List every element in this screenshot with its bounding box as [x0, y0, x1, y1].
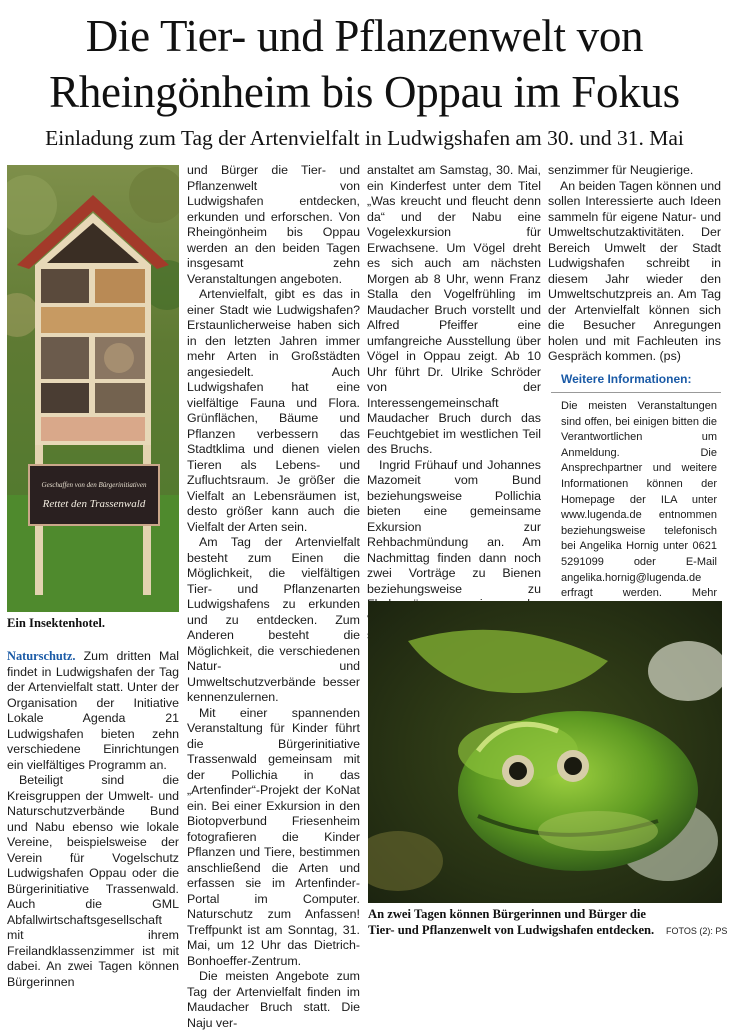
- col2-paragraph-5: Die meisten Angebote zum Tag der Artenvielfalt finden im Maudacher Bruch statt. Die Naju ver-: [187, 969, 360, 1030]
- col2-paragraph-1: und Bürger die Tier- und Pflanzenwelt von Ludwigshafen entdecken, erkunden und erforschen. Von Rheingönheim bis Oppau werden an den beiden Tagen insgesamt zehn Veranstaltungen angeboten.: [187, 163, 360, 286]
- column-4: [548, 163, 721, 365]
- frog-photo: [368, 601, 722, 903]
- photo2-caption: An zwei Tagen können Bürgerinnen und Bürger die Tier- und Pflanzenwelt von Ludwigshafen entdecken.: [368, 907, 655, 937]
- col1-paragraph-2: Beteiligt sind die Kreisgruppen der Umwelt- und Naturschutzverbände Bund und Nabu ebenso wie lokale Vereine, beispielsweise der Verein für Vogelschutz Ludwigshafen Oppau oder die Bürgerinitiative Trassenwald. Auch die GML Abfallwirtschaftsgesellschaft mit ihrem Freilandklassenzimmer ist mit dabei. An zwei Tagen können Bürgerinnen: [7, 773, 179, 989]
- photo-credit: FOTOS (2): PS: [666, 926, 728, 936]
- info-box-text: Die meisten Veranstaltungen sind offen, bei einigen bitten die Verantwortlichen um Anmeldung. Die Ansprechpartner und weitere Informationen können der Homepage der ILA unter www.lugenda.de entnommen beziehungsweise telefonisch bei Angelika Hornig unter 0621 5291099 oder E-Mail angelika.hornig@lugenda.de erfragt werden. Mehr: [561, 400, 717, 600]
- col4-paragraph-2: An beiden Tagen können und sollen Interessierte auch Ideen sammeln für eigene Natur- und Umweltschutzaktivitäten. Der Bereich Umwelt der Stadt Ludwigshafen schreibt in diesem Jahr wieder den Umweltschutzpreis an. Am Tag der Artenvielfalt können sich die Besucher Anregungen holen und mit Fachleuten ins Gespräch kommen. (ps): [548, 178, 721, 363]
- subheadline: Einladung zum Tag der Artenvielfalt in Ludwigshafen am 30. und 31. Mai: [45, 126, 684, 150]
- col2-paragraph-3: Am Tag der Artenvielfalt besteht zum Einen die Möglichkeit, die vielfältigen Tier- und Pflanzenarten Ludwigshafens zu erkunden und zu entdecken. Zum Anderen besteht die Möglichkeit, die verschiedenen Natur- und Umweltschutzverbände besser kennenzulernen.: [187, 535, 360, 704]
- col3-paragraph-2: Ingrid Frühauf und Johannes Mazomeit vom Bund beziehungsweise Pollichia bieten eine gemeinsame Exkursion zur Rehbachmündung an. Am Nachmittag finden dann noch zwei Vorträge zu Bienen beziehungsweise zu: [367, 457, 541, 596]
- headline-line1: Die Tier- und Pflanzenwelt von: [85, 11, 644, 61]
- col2-paragraph-2: Artenvielfalt, gibt es das in einer Stadt wie Ludwigshafen? Erstaunlicherweise haben sich in den letzten Jahren immer mehr Arten in Großstädten angesiedelt. Auch Ludwigshafen hat eine vielfältige Fauna und Flora. Grünflächen, Bäume und Pflanzen verbessern das Stadtklima und dienen vielen Tieren als Lebens- und Zufluchtsraum. Je größer die Vielfalt an Lebensräumen ist, desto größer kann auch die Vielfalt der Arten sein.: [187, 287, 360, 534]
- col1-paragraph-1: [7, 649, 179, 773]
- photo1-caption: Ein Insektenhotel.: [7, 616, 105, 630]
- kicker: Naturschutz.: [7, 649, 76, 663]
- column-1: [7, 649, 179, 990]
- column-2: [187, 163, 360, 1031]
- info-box: [551, 368, 721, 600]
- col3-paragraph-1: anstaltet am Samstag, 30. Mai, ein Kinderfest unter dem Titel „Was kreucht und fleucht denn da“ und der Nabu eine Vogelexkursion für Erwachsene. Um Vögel dreht es sich auch am nächsten Morgen ab 8 Uhr, wenn Franz Stalla den Vogelfrühling im Maudacher Bruch vorstellt und Alfred Pfeiffer eine umfangreiche Ausstellung über Vögel in Oppau zeigt. Ab 10 Uhr führt Dr. Ulrike Schröder von der Interessengemeinschaft Maudacher Bruch durch das Feuchtgebiet im westlichen Teil des Bruchs.: [367, 163, 541, 456]
- insect-hotel-photo: [7, 165, 179, 612]
- info-box-divider: [551, 392, 721, 393]
- sign-line2: Rettet den Trassenwald: [42, 498, 146, 510]
- column-3: [367, 163, 541, 659]
- col1-p1-text: Zum dritten Mal findet in Ludwigshafen der Tag der Artenvielfalt statt. Unter der Organisation der Initiative Lokale Agenda 21 Ludwigshafen bieten zehn verschiedene Einrichtungen ein vielfältiges Programm an.: [7, 649, 179, 772]
- col4-paragraph-1: senzimmer für Neugierige.: [548, 163, 694, 177]
- headline-line2: Rheingönheim bis Oppau im Fokus: [49, 67, 680, 117]
- col2-paragraph-4: Mit einer spannenden Veranstaltung für Kinder führt die Bürgerinitiative Trassenwald gemeinsam mit der Pollichia in das „Artenfinder“-Projekt der KoNat ein. Bei einer Exkursion in den Biotopverbund Friesenheim fotografieren die Kinder Pflanzen und Tiere, bestimmen anschließend die Arten und erfassen sie im Artenfinder-Portal im Computer. Naturschutz zum Anfassen! Treffpunkt ist am Sonntag, 31. Mai, um 12 Uhr das Dietrich-Bonhoeffer-Zentrum.: [187, 705, 360, 968]
- sign-line1: Geschaffen von den Bürgerinitiativen: [41, 481, 147, 489]
- info-box-title: Weitere Informationen:: [561, 372, 692, 386]
